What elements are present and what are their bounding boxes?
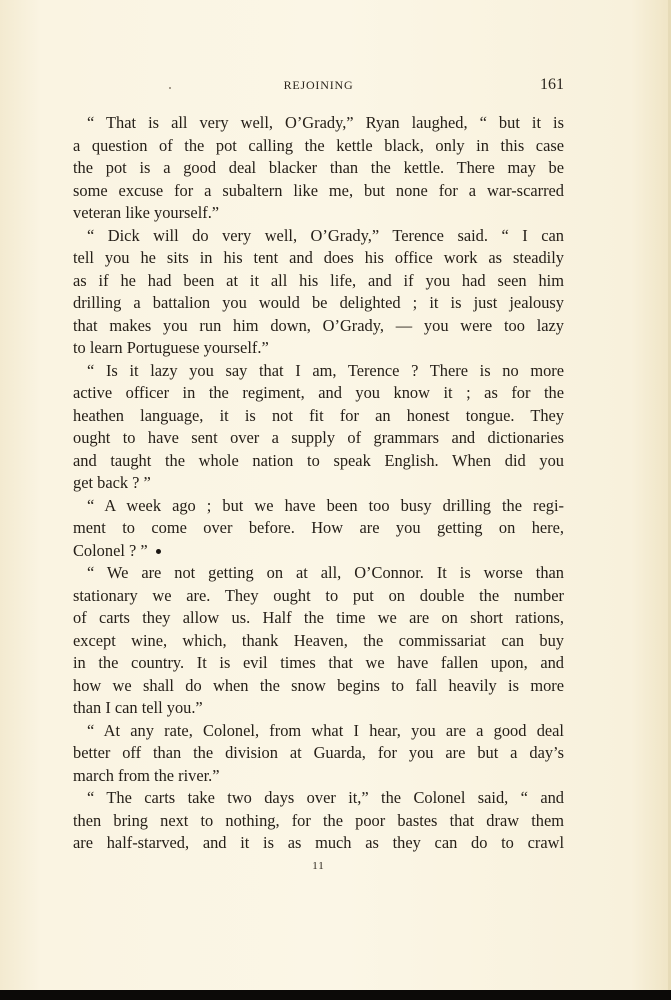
text-line-content: Colonel ? ” bbox=[73, 540, 148, 560]
text-line-content: and taught the whole nation to speak English. When did you bbox=[73, 450, 564, 470]
text-line bbox=[73, 450, 564, 473]
text-line bbox=[73, 720, 564, 743]
running-head: REJOINING bbox=[283, 78, 354, 92]
text-line-content: “ That is all very well, O’Grady,” Ryan laughed, “ but it is bbox=[87, 113, 564, 132]
text-line bbox=[73, 202, 564, 225]
text-line bbox=[73, 832, 564, 855]
text-line bbox=[73, 765, 564, 788]
text-line bbox=[73, 675, 564, 698]
text-line bbox=[73, 225, 564, 248]
text-line bbox=[73, 180, 564, 203]
text-line bbox=[73, 360, 564, 383]
text-line-content: march from the river.” bbox=[73, 765, 220, 785]
text-line bbox=[73, 810, 564, 833]
text-line bbox=[73, 315, 564, 338]
text-line-content: “ The carts take two days over it,” the Colonel said, “ and bbox=[87, 788, 564, 807]
stray-ink-speck bbox=[169, 87, 171, 89]
text-line-content: then bring next to nothing, for the poor bastes that draw them bbox=[73, 810, 564, 830]
text-line bbox=[73, 697, 564, 720]
text-line bbox=[73, 562, 564, 585]
text-line-content: “ Is it lazy you say that I am, Terence ? There is no more bbox=[87, 360, 564, 380]
text-line-content: “ A week ago ; but we have been too busy drilling the regi- bbox=[87, 495, 564, 515]
text-line-content: are half-starved, and it is as much as they can do to crawl bbox=[73, 833, 564, 852]
text-line bbox=[73, 652, 564, 675]
text-line-content: heathen language, it is not fit for an honest tongue. They bbox=[73, 405, 564, 425]
text-line-content: a question of the pot calling the kettle black, only in this case bbox=[73, 135, 564, 155]
text-line-content: to learn Portuguese yourself.” bbox=[73, 338, 269, 357]
text-line bbox=[73, 472, 564, 495]
text-line-content: active officer in the regiment, and you know it ; as for the bbox=[73, 383, 564, 402]
text-line bbox=[73, 742, 564, 765]
text-line bbox=[73, 337, 564, 360]
bottom-scan-border bbox=[0, 990, 671, 1000]
text-line bbox=[73, 270, 564, 293]
text-line-content: except wine, which, thank Heaven, the commissariat can buy bbox=[73, 630, 564, 650]
text-line-content: as if he had been at it all his life, and if you had seen him bbox=[73, 270, 564, 290]
text-line-content: than I can tell you.” bbox=[73, 698, 203, 717]
signature-mark: 11 bbox=[312, 860, 325, 872]
text-line bbox=[73, 787, 564, 810]
text-line bbox=[73, 405, 564, 428]
text-line bbox=[73, 495, 564, 518]
text-line-content: some excuse for a subaltern like me, but none for a war-scarred bbox=[73, 180, 564, 200]
text-line bbox=[73, 112, 564, 135]
text-line bbox=[73, 517, 564, 540]
text-line bbox=[73, 427, 564, 450]
text-line-content: ought to have sent over a supply of grammars and dictionaries bbox=[73, 428, 564, 447]
page-header bbox=[73, 76, 564, 98]
text-line-content: get back ? ” bbox=[73, 473, 151, 492]
text-line-content: veteran like yourself.” bbox=[73, 203, 220, 222]
body-text bbox=[73, 112, 564, 855]
text-line-content: “ Dick will do very well, O’Grady,” Terence said. “ I can bbox=[87, 225, 564, 245]
page-number: 161 bbox=[540, 76, 564, 93]
ink-blot bbox=[156, 549, 161, 554]
text-line bbox=[73, 585, 564, 608]
text-line-content: “ We are not getting on at all, O’Connor. It is worse than bbox=[87, 563, 564, 582]
text-line bbox=[73, 540, 564, 563]
text-line-content: stationary we are. They ought to put on double the number bbox=[73, 585, 564, 605]
text-line bbox=[73, 292, 564, 315]
text-line-content: the pot is a good deal blacker than the kettle. There may be bbox=[73, 158, 564, 177]
text-line bbox=[73, 157, 564, 180]
text-line-content: drilling a battalion you would be delighted ; it is just jealousy bbox=[73, 293, 564, 312]
text-line bbox=[73, 247, 564, 270]
text-line-content: in the country. It is evil times that we have fallen upon, and bbox=[73, 653, 564, 672]
text-line-content: that makes you run him down, O’Grady, — you were too lazy bbox=[73, 315, 564, 335]
text-line-content: “ At any rate, Colonel, from what I hear, you are a good deal bbox=[87, 720, 564, 740]
text-line bbox=[73, 382, 564, 405]
text-line-content: tell you he sits in his tent and does his office work as steadily bbox=[73, 248, 564, 267]
text-line bbox=[73, 630, 564, 653]
text-line bbox=[73, 607, 564, 630]
text-line bbox=[73, 135, 564, 158]
text-line-content: of carts they allow us. Half the time we are on short rations, bbox=[73, 608, 564, 627]
text-line-content: ment to come over before. How are you getting on here, bbox=[73, 518, 564, 537]
text-line-content: how we shall do when the snow begins to fall heavily is more bbox=[73, 675, 564, 695]
text-line-content: better off than the division at Guarda, for you are but a day’s bbox=[73, 743, 564, 762]
